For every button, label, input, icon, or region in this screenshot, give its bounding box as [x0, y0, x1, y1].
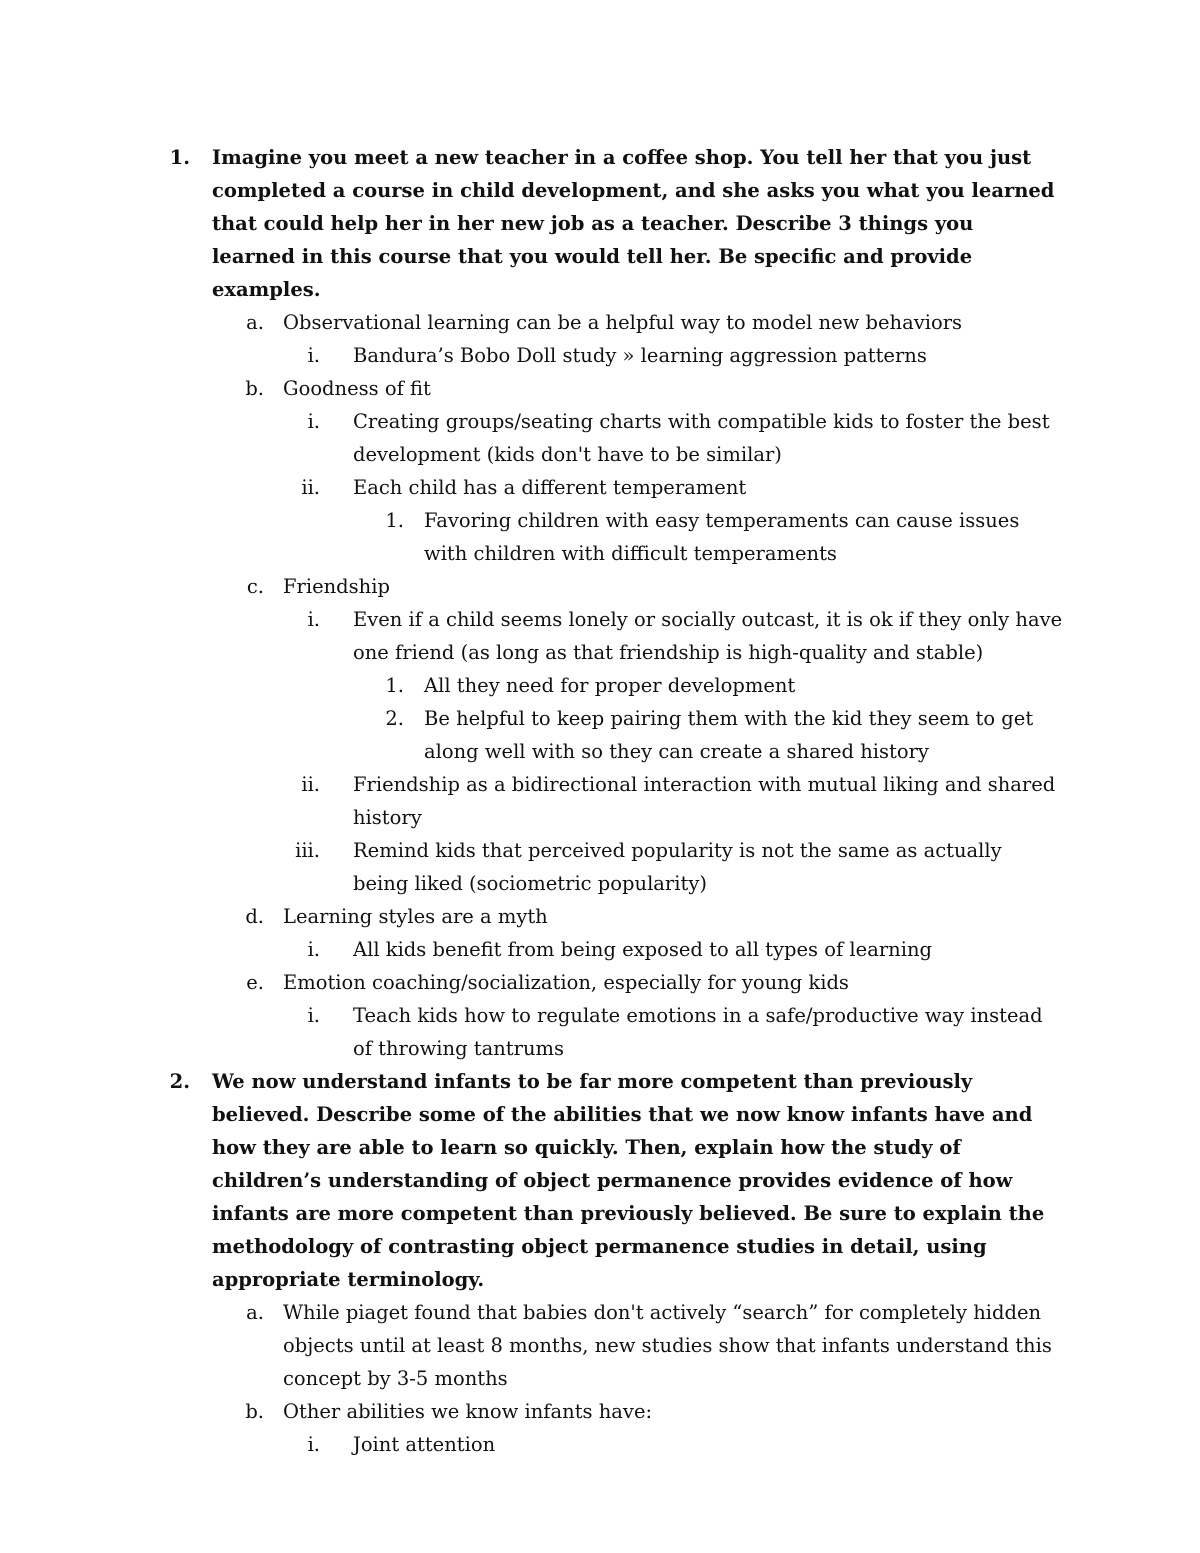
- question-text: Imagine you meet a new teacher in a coffee shop. You tell her that you just completed a course in child development, and she asks you what you learned that could help her in her new job as a teacher. Describe 3 things you learned in this course that you would tell her. Be specific and provide examples.: [212, 146, 1055, 301]
- list-marker: i.: [307, 410, 320, 433]
- list-marker: e.: [246, 971, 264, 994]
- list-item-text: Teach kids how to regulate emotions in a safe/productive way instead of throwing tantrums: [353, 1004, 1043, 1060]
- list-marker: i.: [307, 938, 320, 961]
- list-item-text: While piaget found that babies don't actively “search” for completely hidden objects until at least 8 months, new studies show that infants understand this concept by 3-5 months: [283, 1301, 1052, 1390]
- list-marker: iii.: [295, 839, 320, 862]
- list-item: [0, 339, 1200, 372]
- list-item-text: Emotion coaching/socialization, especially for young kids: [283, 971, 849, 994]
- list-item-text: All they need for proper development: [424, 674, 796, 697]
- list-item: [0, 471, 1200, 504]
- list-marker: b.: [245, 1400, 264, 1423]
- list-marker: 1.: [385, 674, 404, 697]
- list-item: [0, 768, 1200, 834]
- list-item-text: All kids benefit from being exposed to all types of learning: [353, 938, 932, 961]
- list-marker: ii.: [301, 476, 320, 499]
- list-item-text: Favoring children with easy temperaments can cause issues with children with difficult temperaments: [424, 509, 1020, 565]
- list-item-text: Observational learning can be a helpful way to model new behaviors: [283, 311, 963, 334]
- list-marker: c.: [246, 575, 264, 598]
- list-item-text: Friendship as a bidirectional interaction with mutual liking and shared history: [353, 773, 1056, 829]
- list-number: 2.: [169, 1070, 190, 1093]
- document-body: [0, 141, 1200, 1461]
- list-number: 1.: [169, 146, 190, 169]
- list-marker: b.: [245, 377, 264, 400]
- list-item-text: Creating groups/seating charts with compatible kids to foster the best development (kids don't have to be similar): [353, 410, 1050, 466]
- list-item: [0, 933, 1200, 966]
- list-item-text: Goodness of fit: [283, 377, 431, 400]
- list-item: [0, 900, 1200, 933]
- question-text: We now understand infants to be far more competent than previously believed. Describe some of the abilities that we now know infants have and how they are able to learn so quickly. Then, explain how the study of children’s understanding of object permanence provides evidence of how infants are more competent than previously believed. Be sure to explain the methodology of contrasting object permanence studies in detail, using appropriate terminology.: [212, 1070, 1045, 1291]
- list-marker: 2.: [385, 707, 404, 730]
- list-marker: ii.: [301, 773, 320, 796]
- list-item-text: Bandura’s Bobo Doll study » learning aggression patterns: [353, 344, 927, 367]
- list-item-text: Even if a child seems lonely or socially outcast, it is ok if they only have one friend (as long as that friendship is high-quality and stable): [353, 608, 1063, 664]
- question-2: [0, 1065, 1200, 1296]
- list-item: [0, 1395, 1200, 1428]
- list-marker: a.: [246, 311, 264, 334]
- list-marker: a.: [246, 1301, 264, 1324]
- list-marker: 1.: [385, 509, 404, 532]
- list-item-text: Learning styles are a myth: [283, 905, 548, 928]
- list-item-text: Friendship: [283, 575, 390, 598]
- list-item: [0, 702, 1200, 768]
- list-item-text: Be helpful to keep pairing them with the kid they seem to get along well with so they can create a shared history: [424, 707, 1034, 763]
- list-marker: i.: [307, 344, 320, 367]
- list-item: [0, 570, 1200, 603]
- list-item: [0, 1428, 1200, 1461]
- list-item: [0, 669, 1200, 702]
- list-item: [0, 306, 1200, 339]
- list-item-text: Remind kids that perceived popularity is not the same as actually being liked (sociometric popularity): [353, 839, 1002, 895]
- list-item: [0, 966, 1200, 999]
- list-marker: i.: [307, 608, 320, 631]
- list-marker: i.: [307, 1004, 320, 1027]
- list-item-text: Joint attention: [353, 1433, 496, 1456]
- list-item: [0, 405, 1200, 471]
- list-marker: d.: [245, 905, 264, 928]
- question-1: [0, 141, 1200, 306]
- list-item: [0, 504, 1200, 570]
- list-item: [0, 372, 1200, 405]
- list-item-text: Each child has a different temperament: [353, 476, 747, 499]
- list-item: [0, 834, 1200, 900]
- list-item: [0, 999, 1200, 1065]
- list-item: [0, 603, 1200, 669]
- list-item: [0, 1296, 1200, 1395]
- list-marker: i.: [307, 1433, 320, 1456]
- list-item-text: Other abilities we know infants have:: [283, 1400, 653, 1423]
